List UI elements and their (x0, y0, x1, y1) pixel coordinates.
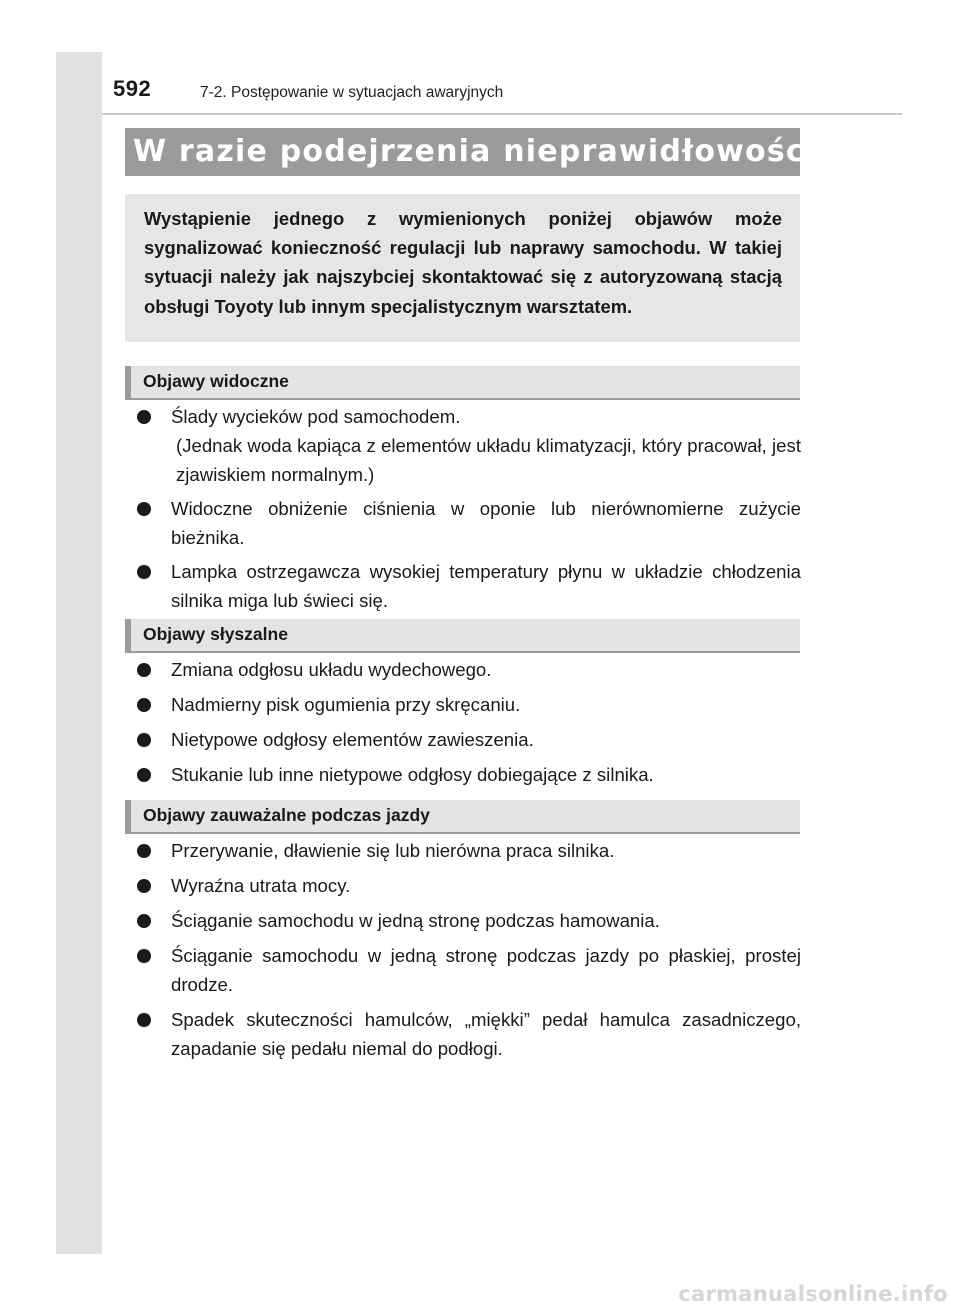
chapter-title: 7-2. Postępowanie w sytuacjach awaryjnych (200, 84, 504, 101)
list-item (133, 655, 801, 684)
list-item-note: (Jednak woda kapiąca z elementów układu klimatyzacji, który pracował, jest zjawiskiem normalnym.) (176, 435, 801, 485)
list-item-text: Widoczne obniżenie ciśnienia w oponie lub nierównomierne zużycie bieżnika. (171, 498, 801, 548)
bullet-icon (137, 879, 151, 893)
section-heading-label: Objawy zauważalne podczas jazdy (143, 805, 430, 825)
driving-symptoms-list (133, 836, 801, 1063)
section-heading-label: Objawy słyszalne (143, 624, 288, 644)
list-item-text: Ściąganie samochodu w jedną stronę podczas jazdy po płaskiej, prostej drodze. (171, 945, 801, 995)
list-item (133, 941, 801, 999)
page-header (0, 0, 960, 120)
bullet-icon (137, 502, 151, 516)
page-title-bar (125, 128, 817, 176)
bullet-icon (137, 914, 151, 928)
watermark: carmanualsonline.info (678, 1282, 948, 1306)
list-item (133, 1005, 801, 1063)
bullet-icon (137, 410, 151, 424)
bullet-icon (137, 698, 151, 712)
bullet-icon (137, 565, 151, 579)
list-item-text: Nadmierny pisk ogumienia przy skręcaniu. (171, 694, 521, 715)
list-item (133, 760, 801, 789)
intro-box (125, 194, 800, 342)
list-item-text: Przerywanie, dławienie się lub nierówna praca silnika. (171, 840, 615, 861)
page-number: 592 (113, 76, 152, 101)
audible-symptoms-list (133, 655, 801, 789)
header-divider (102, 113, 902, 115)
intro-text: Wystąpienie jednego z wymienionych poniżej objawów może sygnalizować konieczność regulacji lub naprawy samochodu. W takiej sytuacji należy jak najszybciej skontaktować się z autoryzowaną stacją obsługi Toyoty lub innym specjalistycznym warsztatem. (144, 208, 782, 317)
list-item-text: Ściąganie samochodu w jedną stronę podczas hamowania. (171, 910, 660, 931)
list-item-text: Lampka ostrzegawcza wysokiej temperatury płynu w układzie chłodzenia silnika miga lub świeci się. (171, 561, 801, 611)
page-title: W razie podejrzenia nieprawidłowości (133, 134, 817, 169)
bullet-icon (137, 1013, 151, 1027)
section-heading-driving (125, 800, 800, 834)
list-item-text: Ślady wycieków pod samochodem. (171, 406, 461, 427)
side-margin-strip (56, 52, 102, 1254)
list-item (133, 871, 801, 900)
bullet-icon (137, 949, 151, 963)
section-heading-visible (125, 366, 800, 400)
bullet-icon (137, 844, 151, 858)
list-item (133, 906, 801, 935)
bullet-icon (137, 663, 151, 677)
section-heading-audible (125, 619, 800, 653)
list-item (133, 725, 801, 754)
list-item (133, 557, 801, 615)
list-item-text: Wyraźna utrata mocy. (171, 875, 351, 896)
bullet-icon (137, 733, 151, 747)
list-item-text: Nietypowe odgłosy elementów zawieszenia. (171, 729, 534, 750)
visible-symptoms-list (133, 402, 801, 615)
list-item-text: Stukanie lub inne nietypowe odgłosy dobiegające z silnika. (171, 764, 654, 785)
list-item (133, 494, 801, 552)
list-item-text: Spadek skuteczności hamulców, „miękki” pedał hamulca zasadniczego, zapadanie się pedału niemal do podłogi. (171, 1009, 801, 1059)
list-item (133, 836, 801, 865)
section-heading-label: Objawy widoczne (143, 371, 289, 391)
bullet-icon (137, 768, 151, 782)
list-item (133, 402, 801, 489)
list-item (133, 690, 801, 719)
list-item-text: Zmiana odgłosu układu wydechowego. (171, 659, 492, 680)
